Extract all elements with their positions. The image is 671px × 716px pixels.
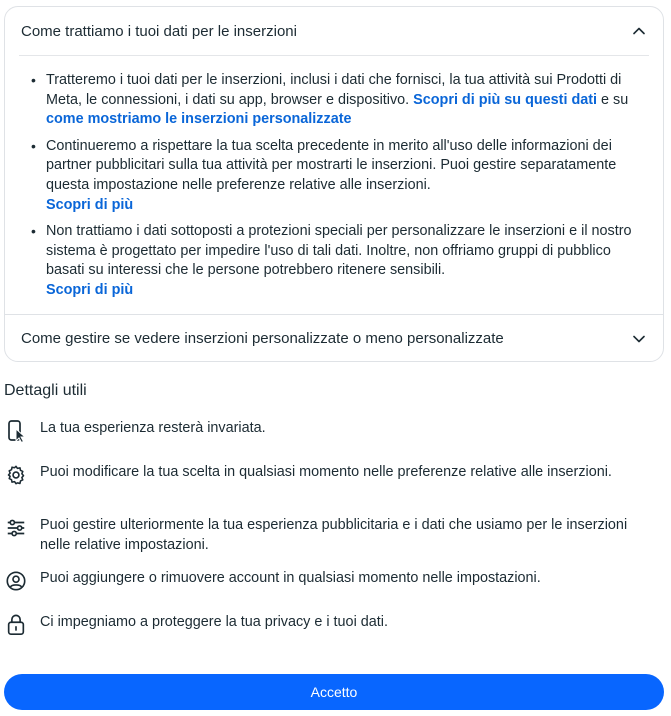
accordion-divider [19,55,649,56]
accordion-card [4,6,664,362]
accordion-header-data-usage[interactable] [5,7,663,55]
accordion-title: Come trattiamo i tuoi dati per le inserzioni [21,22,297,40]
phone-pointer-icon [4,419,28,443]
chevron-down-icon[interactable] [631,331,647,347]
list-item: • Continueremo a rispettare la tua scelta precedente in merito all'uso delle informazioni dei partner pubblicitari sulla tua attività per mostrarti le inserzioni. Puoi gestire separatamente questa impostazione nelle preferenze relative alle inserzioni. Scopri di più [31,137,645,215]
learn-more-link[interactable]: Scopri di più [46,196,134,213]
learn-more-link[interactable]: Scopri di più [46,281,134,298]
detail-item: Ci impegniamo a proteggere la tua privacy e i tuoi dati. [4,613,644,637]
list-item: • Tratteremo i tuoi dati per le inserzioni, inclusi i dati che fornisci, la tua attività sui Prodotti di Meta, le connessioni, i dati su app, browser e dispositivo. Scopri di più su questi dati e su come mostriamo le inserzioni personalizzate [31,71,645,130]
detail-item: La tua esperienza resterà invariata. [4,419,644,443]
chevron-up-icon[interactable] [631,23,647,39]
list-item: • Non trattiamo i dati sottoposti a protezioni speciali per personalizzare le inserzioni e il nostro sistema è progettato per impedire l'uso di tali dati. Inoltre, non offriamo gruppi di pubblico basati su interessi che le persone potrebbero ritenere sensibili. Scopri di più [31,222,645,300]
gear-icon [4,463,28,487]
lock-icon [4,613,28,637]
details-heading: Dettagli utili [4,382,87,399]
detail-item: Puoi aggiungere o rimuovere account in qualsiasi momento nelle impostazioni. [4,569,644,593]
detail-item: Puoi modificare la tua scelta in qualsiasi momento nelle preferenze relative alle inserzioni. [4,463,644,487]
accordion-header-manage-ads[interactable] [5,314,663,362]
sliders-icon [4,516,28,540]
accordion-title: Come gestire se vedere inserzioni personalizzate o meno personalizzate [21,330,504,347]
accept-button[interactable]: Accetto [4,674,664,710]
detail-item: Puoi gestire ulteriormente la tua esperienza pubblicitaria e i dati che usiamo per le inserzioni nelle relative impostazioni. [4,516,644,555]
accordion-body [5,71,663,308]
learn-more-data-link[interactable]: Scopri di più su questi dati [413,91,598,108]
personalized-ads-link[interactable]: come mostriamo le inserzioni personalizzate [46,111,352,128]
account-icon [4,569,28,593]
